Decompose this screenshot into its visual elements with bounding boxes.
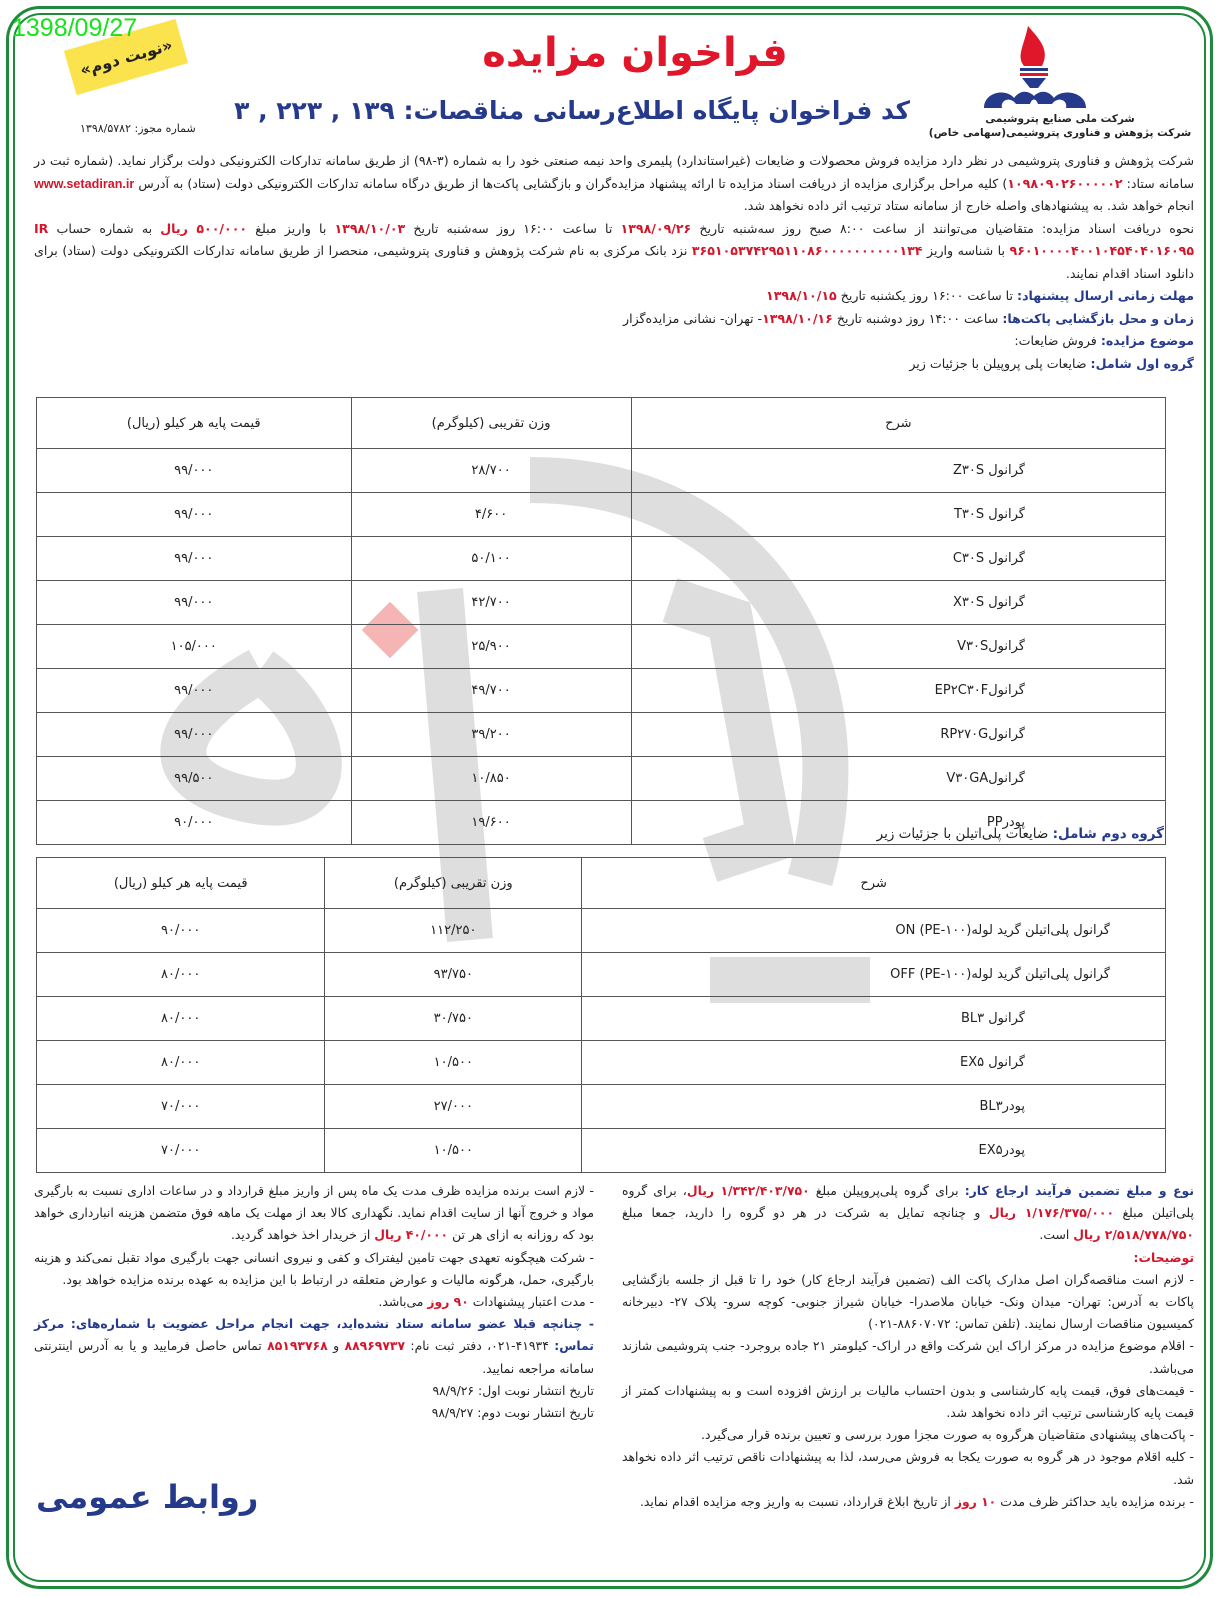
- page-title: فراخوان مزایده: [482, 30, 788, 76]
- intro-paragraph-1: شرکت پژوهش و فناوری پتروشیمی در نظر دارد مزایده فروش محصولات و ضایعات (غیراستاندارد) پلیمری واحد نیمه صنعتی خود را به شماره (۳-۹۸) از طریق سامانه تدارکات الکترونیکی دولت برگزار نماید. (شماره ثبت در سامانه ستاد: ۱۰۹۸۰۹۰۲۶۰۰۰۰۰۲) کلیه مراحل برگزاری مزایده از دریافت اسناد مزایده تا ارائه پیشنهاد مزایده‌گران و بازگشایی پاکت‌ها از طریق درگاه سامانه تدارکات الکترونیکی دولت (ستاد) به آدرس www.setadiran.ir انجام خواهد شد. به پیشنهادهای واصله خارج از سامانه ستاد ترتیب اثر داده نخواهد شد.: [34, 153, 1194, 213]
- table-row: گرانول BL۳ ۳۰/۷۵۰ ۸۰/۰۰۰: [37, 997, 1166, 1041]
- col-weight: وزن تقریبی (کیلوگرم): [325, 858, 582, 909]
- setadiran-link[interactable]: www.setadiran.ir: [34, 176, 135, 191]
- publish-date-2: تاریخ انتشار نوبت دوم: ۹۸/۹/۲۷: [431, 1405, 594, 1421]
- notes-title: توضیحات:: [1133, 1249, 1194, 1265]
- table-row: گرانول EX۵ ۱۰/۵۰۰ ۸۰/۰۰۰: [37, 1041, 1166, 1085]
- note-item: - برنده مزایده باید حداکثر ظرف مدت ۱۰ روز از تاریخ ابلاغ قرارداد، نسبت به واریز وجه مزایده اقدام نماید.: [639, 1493, 1194, 1509]
- table-row: گرانول Z۳۰S ۲۸/۷۰۰ ۹۹/۰۰۰: [37, 449, 1166, 493]
- col-price: قیمت پایه هر کیلو (ریال): [37, 398, 352, 449]
- subject-line: موضوع مزایده: فروش ضایعات:: [1014, 333, 1194, 348]
- table-row: گرانول C۳۰S ۵۰/۱۰۰ ۹۹/۰۰۰: [37, 537, 1166, 581]
- group2-label: گروه دوم شامل: ضایعات پلی‌اتیلن با جزئیات زیر: [876, 826, 1164, 842]
- col-weight: وزن تقریبی (کیلوگرم): [351, 398, 631, 449]
- group1-table: [36, 397, 1166, 845]
- permit-number: شماره مجوز: ۱۳۹۸/۵۷۸۲: [80, 122, 196, 135]
- table-row: پودرBL۳ ۲۷/۰۰۰ ۷۰/۰۰۰: [37, 1085, 1166, 1129]
- group1-line: گروه اول شامل: ضایعات پلی پروپیلن با جزئیات زیر: [909, 355, 1194, 371]
- left-column: [34, 1180, 594, 1424]
- note-item: - چنانچه قبلا عضو سامانه ستاد نشده‌اید، جهت انجام مراحل عضویت با شماره‌های: مرکز تماس: ۴۱۹۳۴-۰۲۱، دفتر ثبت نام: ۸۸۹۶۹۷۳۷ و ۸۵۱۹۳۷۶۸ تماس حاصل فرمایید و یا به آدرس اینترنتی سامانه مراجعه نمایید.: [34, 1316, 594, 1376]
- table-row: گرانول X۳۰S ۴۲/۷۰۰ ۹۹/۰۰۰: [37, 581, 1166, 625]
- round-badge: «نوبت دوم»: [64, 19, 188, 95]
- note-item: - مدت اعتبار پیشنهادات ۹۰ روز می‌باشد.: [378, 1294, 594, 1310]
- note-item: - لازم است برنده مزایده ظرف مدت یک ماه پس از واریز مبلغ قرارداد و در ساعات اداری نسبت به بارگیری مواد و خروج آنها از سایت اقدام نماید. نگهداری کالا بعد از مهلت یک ماهه فوق متضمن هزینه انبارداری خواهد بود که روزانه به ازای هر تن ۴۰/۰۰۰ ریال از خریدار اخذ خواهد گردید.: [34, 1183, 594, 1243]
- right-column: [622, 1180, 1194, 1513]
- table-row: گرانول T۳۰S ۴/۶۰۰ ۹۹/۰۰۰: [37, 493, 1166, 537]
- col-desc: شرح: [631, 398, 1165, 449]
- table-row: گرانولRP۲۷۰G ۳۹/۲۰۰ ۹۹/۰۰۰: [37, 713, 1166, 757]
- intro-paragraph-2: نحوه دریافت اسناد مزایده: متقاضیان می‌توانند از ساعت ۸:۰۰ صبح روز سه‌شنبه تاریخ ۱۳۹۸/۰۹/۲۶ تا ساعت ۱۶:۰۰ روز سه‌شنبه تاریخ ۱۳۹۸/۱۰/۰۳ با واریز مبلغ ۵۰۰/۰۰۰ ریال به شماره حساب IR ۹۶۰۱۰۰۰۰۴۰۰۱۰۴۵۴۰۴۰۱۶۰۹۵ با شناسه واریز ۳۶۵۱۰۵۳۷۴۲۹۵۱۱۰۸۶۰۰۰۰۰۰۰۰۰۰۱۳۴ نزد بانک مرکزی به نام شرکت پژوهش و فناوری پتروشیمی، منحصرا از طریق سامانه تدارکات الکترونیکی دولت (ستاد) برای دانلود اسناد اقدام نمایند.: [34, 220, 1195, 281]
- table-row: پودرEX۵ ۱۰/۵۰۰ ۷۰/۰۰۰: [37, 1129, 1166, 1173]
- logo-caption: شرکت ملی صنایع پتروشیمی شرکت پژوهش و فناوری پتروشیمی(سهامی خاص): [928, 113, 1192, 139]
- publish-date-1: تاریخ انتشار نوبت اول: ۹۸/۹/۲۶: [432, 1382, 594, 1398]
- table-row: گرانول پلی‌اتیلن گرید لولهOFF (PE-۱۰۰) ۹۳/۷۵۰ ۸۰/۰۰۰: [37, 953, 1166, 997]
- note-item: - اقلام موضوع مزایده در مرکز اراک این شرکت واقع در اراک- کیلومتر ۲۱ جاده بروجرد- جنب پتروشیمی شازند می‌باشد.: [622, 1338, 1194, 1376]
- note-item: - پاکت‌های پیشنهادی متقاضیان هرگروه به صورت مجزا مورد بررسی و تعیین برنده قرار می‌گیرد.: [701, 1427, 1194, 1443]
- group2-table: [36, 857, 1166, 1173]
- col-desc: شرح: [582, 858, 1166, 909]
- table-row: گرانولV۳۰GA ۱۰/۸۵۰ ۹۹/۵۰۰: [37, 757, 1166, 801]
- table-row: پودرPP ۱۹/۶۰۰ ۹۰/۰۰۰: [37, 801, 1166, 845]
- petrochemical-logo-icon: [980, 22, 1090, 118]
- signature: روابط عمومی: [36, 1478, 259, 1516]
- note-item: - شرکت هیچگونه تعهدی جهت تامین لیفتراک و کفی و نیروی انسانی جهت بارگیری مواد تقبل نمی‌کند و هزینه بارگیری، حمل، هرگونه مالیات و عوارض متعلقه در ارتباط با این مزایده به عهده برنده مزایده خواهد بود.: [34, 1249, 594, 1287]
- table-row: گرانولEP۲C۳۰F ۴۹/۷۰۰ ۹۹/۰۰۰: [37, 669, 1166, 713]
- table-row: گرانولV۳۰S ۲۵/۹۰۰ ۱۰۵/۰۰۰: [37, 625, 1166, 669]
- tender-code: کد فراخوان پایگاه اطلاع‌رسانی مناقصات: ۱۳۹ , ۲۲۳ , ۳: [234, 96, 910, 125]
- table-row: گرانول پلی‌اتیلن گرید لولهON (PE-۱۰۰) ۱۱۲/۲۵۰ ۹۰/۰۰۰: [37, 909, 1166, 953]
- guarantee-paragraph: نوع و مبلغ تضمین فرآیند ارجاع کار: برای گروه پلی‌پروپیلن مبلغ ۱/۳۴۲/۴۰۳/۷۵۰ ریال، برای گروه پلی‌اتیلن مبلغ ۱/۱۷۶/۳۷۵/۰۰۰ ریال و چنانچه تمایل به شرکت در هر دو گروه را دارید، جمعا مبلغ ۲/۵۱۸/۷۷۸/۷۵۰ ریال است.: [622, 1183, 1194, 1243]
- note-item: - قیمت‌های فوق، قیمت پایه کارشناسی و بدون احتساب مالیات بر ارزش افزوده است و به پیشنهادات کمتر از قیمت پایه کارشناسی ترتیب اثر داده نخواهد شد.: [622, 1382, 1194, 1421]
- date-stamp: 1398/09/27: [12, 14, 138, 42]
- note-item: - کلیه اقلام موجود در هر گروه به صورت یکجا به فروش می‌رسد، لذا به پیشنهادات ناقص ترتیب اثر داده نخواهد شد.: [622, 1449, 1194, 1487]
- col-price: قیمت پایه هر کیلو (ریال): [37, 858, 325, 909]
- note-item: - لازم است مناقصه‌گران اصل مدارک پاکت الف (تضمین فرآیند ارجاع کار) خود را تا قبل از جلسه بازگشایی پاکات به آدرس: تهران- میدان ونک- خیابان ملاصدرا- خیابان شیراز جنوبی- کوچه سرو- پلاک ۲۷- دبیرخانه کمیسیون مناقصات ارسال نمایند. (تلفن تماس: ۸۸۶۰۷۰۷۲-۰۲۱): [622, 1271, 1194, 1332]
- opening-line: زمان و محل بازگشایی پاکت‌ها: ساعت ۱۴:۰۰ روز دوشنبه تاریخ ۱۳۹۸/۱۰/۱۶- تهران- نشانی مزایده‌گزار: [622, 310, 1194, 326]
- intro-text: [34, 150, 1194, 375]
- deadline-line: مهلت زمانی ارسال پیشنهاد: تا ساعت ۱۶:۰۰ روز یکشنبه تاریخ ۱۳۹۸/۱۰/۱۵: [766, 288, 1194, 303]
